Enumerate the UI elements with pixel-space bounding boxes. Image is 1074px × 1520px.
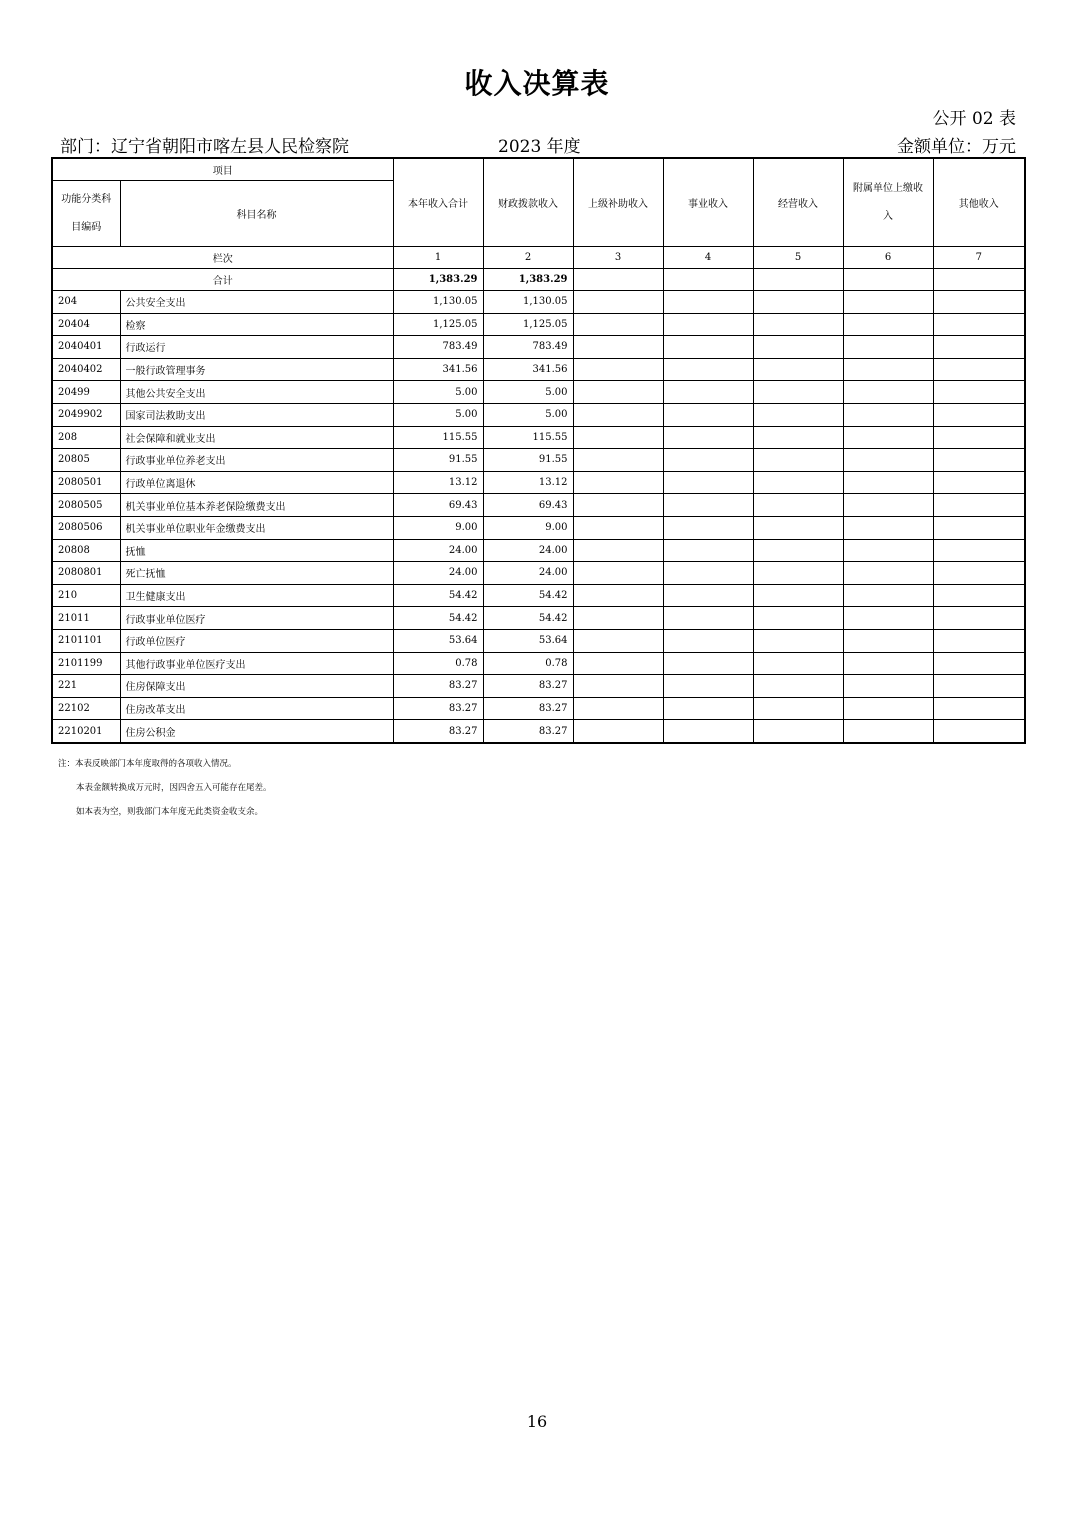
table-row — [52, 403, 1025, 426]
total-value: 1,383.29 — [483, 269, 573, 291]
row-value-empty — [753, 652, 843, 675]
row-value-empty — [663, 291, 753, 314]
total-label: 合计 — [52, 269, 393, 291]
header-col-5: 经营收入 — [753, 158, 843, 247]
notes — [58, 752, 272, 824]
row-value-fiscal: 53.64 — [483, 629, 573, 652]
row-value-total: 1,130.05 — [393, 291, 483, 314]
row-code: 21011 — [52, 607, 120, 630]
row-name: 社会保障和就业支出 — [120, 426, 393, 449]
row-value-empty — [843, 607, 933, 630]
row-value-fiscal: 341.56 — [483, 358, 573, 381]
row-value-empty — [573, 358, 663, 381]
row-value-empty — [573, 426, 663, 449]
row-value-empty — [753, 403, 843, 426]
table-row — [52, 426, 1025, 449]
row-value-fiscal: 0.78 — [483, 652, 573, 675]
row-name: 行政单位离退休 — [120, 471, 393, 494]
row-code: 2049902 — [52, 403, 120, 426]
row-value-total: 69.43 — [393, 494, 483, 517]
table-row — [52, 675, 1025, 698]
row-value-total: 83.27 — [393, 697, 483, 720]
row-name: 国家司法救助支出 — [120, 403, 393, 426]
row-value-empty — [933, 403, 1025, 426]
row-value-empty — [843, 652, 933, 675]
row-value-empty — [663, 697, 753, 720]
column-number: 5 — [753, 247, 843, 269]
department-label: 部门：辽宁省朝阳市喀左县人民检察院 — [60, 137, 349, 157]
row-value-empty — [573, 607, 663, 630]
row-value-empty — [843, 358, 933, 381]
header-name: 科目名称 — [120, 181, 393, 247]
table-row — [52, 516, 1025, 539]
row-code: 22102 — [52, 697, 120, 720]
row-name: 死亡抚恤 — [120, 562, 393, 585]
row-value-empty — [753, 697, 843, 720]
page-title: 收入决算表 — [464, 67, 610, 100]
row-name: 机关事业单位职业年金缴费支出 — [120, 516, 393, 539]
column-number: 1 — [393, 247, 483, 269]
row-value-empty — [933, 471, 1025, 494]
row-value-total: 53.64 — [393, 629, 483, 652]
row-value-empty — [843, 494, 933, 517]
row-value-empty — [573, 562, 663, 585]
form-number: 公开 02 表 — [932, 109, 1016, 129]
header-col-2: 财政拨款收入 — [483, 158, 573, 247]
row-value-fiscal: 5.00 — [483, 403, 573, 426]
table-row — [52, 494, 1025, 517]
row-value-empty — [753, 494, 843, 517]
row-value-empty — [933, 697, 1025, 720]
row-value-empty — [933, 449, 1025, 472]
row-name: 行政单位医疗 — [120, 629, 393, 652]
row-name: 住房公积金 — [120, 720, 393, 743]
row-value-empty — [843, 629, 933, 652]
table-row — [52, 584, 1025, 607]
table-row — [52, 381, 1025, 404]
row-value-empty — [933, 291, 1025, 314]
row-value-empty — [573, 629, 663, 652]
row-value-empty — [573, 291, 663, 314]
row-code: 2040402 — [52, 358, 120, 381]
row-value-empty — [933, 584, 1025, 607]
row-value-fiscal: 1,125.05 — [483, 313, 573, 336]
row-value-empty — [933, 494, 1025, 517]
row-value-empty — [573, 675, 663, 698]
row-value-empty — [573, 539, 663, 562]
row-value-fiscal: 83.27 — [483, 675, 573, 698]
row-name: 抚恤 — [120, 539, 393, 562]
row-value-fiscal: 9.00 — [483, 516, 573, 539]
row-name: 行政事业单位医疗 — [120, 607, 393, 630]
row-value-empty — [663, 539, 753, 562]
column-number: 4 — [663, 247, 753, 269]
row-value-empty — [753, 516, 843, 539]
row-value-fiscal: 115.55 — [483, 426, 573, 449]
row-value-empty — [663, 358, 753, 381]
row-value-empty — [933, 336, 1025, 359]
row-value-empty — [663, 516, 753, 539]
row-name: 住房保障支出 — [120, 675, 393, 698]
row-value-empty — [753, 584, 843, 607]
row-value-total: 0.78 — [393, 652, 483, 675]
row-value-fiscal: 783.49 — [483, 336, 573, 359]
row-value-empty — [843, 720, 933, 743]
row-code: 204 — [52, 291, 120, 314]
row-value-empty — [663, 403, 753, 426]
row-code: 221 — [52, 675, 120, 698]
row-value-empty — [663, 675, 753, 698]
row-value-empty — [663, 562, 753, 585]
row-value-empty — [753, 291, 843, 314]
row-value-empty — [933, 629, 1025, 652]
row-value-empty — [573, 336, 663, 359]
row-value-empty — [843, 449, 933, 472]
row-value-empty — [843, 313, 933, 336]
row-value-empty — [843, 471, 933, 494]
row-value-empty — [663, 449, 753, 472]
row-value-empty — [663, 426, 753, 449]
table-row — [52, 539, 1025, 562]
row-value-fiscal: 13.12 — [483, 471, 573, 494]
row-value-empty — [663, 336, 753, 359]
row-value-fiscal: 83.27 — [483, 720, 573, 743]
row-value-empty — [933, 516, 1025, 539]
row-value-total: 54.42 — [393, 607, 483, 630]
row-value-empty — [663, 584, 753, 607]
row-value-empty — [933, 313, 1025, 336]
row-value-empty — [843, 291, 933, 314]
row-value-empty — [663, 607, 753, 630]
amount-unit: 金额单位：万元 — [897, 137, 1016, 157]
row-name: 一般行政管理事务 — [120, 358, 393, 381]
row-code: 20404 — [52, 313, 120, 336]
row-value-fiscal: 69.43 — [483, 494, 573, 517]
table-row — [52, 629, 1025, 652]
table-row — [52, 358, 1025, 381]
row-value-total: 83.27 — [393, 720, 483, 743]
row-value-empty — [933, 652, 1025, 675]
row-value-total: 115.55 — [393, 426, 483, 449]
table-row — [52, 697, 1025, 720]
row-value-empty — [753, 539, 843, 562]
row-value-empty — [663, 381, 753, 404]
column-number: 6 — [843, 247, 933, 269]
row-value-empty — [753, 336, 843, 359]
row-code: 2210201 — [52, 720, 120, 743]
row-value-empty — [573, 494, 663, 517]
row-value-total: 5.00 — [393, 403, 483, 426]
row-value-empty — [933, 381, 1025, 404]
row-value-empty — [933, 426, 1025, 449]
row-name: 公共安全支出 — [120, 291, 393, 314]
row-code: 2080501 — [52, 471, 120, 494]
column-number: 2 — [483, 247, 573, 269]
row-value-total: 5.00 — [393, 381, 483, 404]
row-value-empty — [843, 426, 933, 449]
row-code: 2101199 — [52, 652, 120, 675]
table-row — [52, 449, 1025, 472]
row-value-total: 9.00 — [393, 516, 483, 539]
row-value-empty — [933, 539, 1025, 562]
row-value-total: 1,125.05 — [393, 313, 483, 336]
total-value — [573, 269, 663, 291]
header-project: 项目 — [52, 158, 393, 181]
row-code: 208 — [52, 426, 120, 449]
total-value — [843, 269, 933, 291]
row-name: 其他公共安全支出 — [120, 381, 393, 404]
note-line: 注：本表反映部门本年度取得的各项收入情况。 — [58, 759, 237, 769]
row-value-total: 783.49 — [393, 336, 483, 359]
row-value-total: 54.42 — [393, 584, 483, 607]
header-code: 功能分类科目编码 — [52, 181, 120, 247]
income-table — [51, 157, 1026, 744]
row-value-empty — [573, 584, 663, 607]
row-name: 检察 — [120, 313, 393, 336]
row-value-empty — [843, 562, 933, 585]
row-value-empty — [843, 584, 933, 607]
row-value-empty — [843, 381, 933, 404]
row-value-fiscal: 54.42 — [483, 607, 573, 630]
row-value-empty — [573, 449, 663, 472]
row-value-empty — [573, 403, 663, 426]
row-value-empty — [663, 471, 753, 494]
fiscal-year: 2023 年度 — [498, 137, 581, 157]
row-value-fiscal: 24.00 — [483, 562, 573, 585]
table-row — [52, 336, 1025, 359]
row-value-fiscal: 91.55 — [483, 449, 573, 472]
row-name: 卫生健康支出 — [120, 584, 393, 607]
row-value-empty — [753, 607, 843, 630]
row-value-empty — [753, 449, 843, 472]
header-col-7: 其他收入 — [933, 158, 1025, 247]
row-code: 20808 — [52, 539, 120, 562]
row-value-empty — [573, 381, 663, 404]
row-value-empty — [843, 697, 933, 720]
header-col-3: 上级补助收入 — [573, 158, 663, 247]
header-col-4: 事业收入 — [663, 158, 753, 247]
row-value-empty — [573, 471, 663, 494]
row-value-empty — [753, 381, 843, 404]
table-row — [52, 652, 1025, 675]
row-value-empty — [573, 720, 663, 743]
row-value-empty — [753, 358, 843, 381]
row-value-empty — [933, 358, 1025, 381]
row-value-empty — [753, 471, 843, 494]
row-value-empty — [843, 539, 933, 562]
table-row — [52, 607, 1025, 630]
column-number: 7 — [933, 247, 1025, 269]
row-name: 行政事业单位养老支出 — [120, 449, 393, 472]
header-col-1: 本年收入合计 — [393, 158, 483, 247]
row-value-empty — [663, 494, 753, 517]
row-value-total: 24.00 — [393, 539, 483, 562]
row-value-total: 83.27 — [393, 675, 483, 698]
row-code: 20499 — [52, 381, 120, 404]
column-numbers-label: 栏次 — [52, 247, 393, 269]
row-name: 其他行政事业单位医疗支出 — [120, 652, 393, 675]
total-value: 1,383.29 — [393, 269, 483, 291]
row-value-total: 24.00 — [393, 562, 483, 585]
row-value-empty — [843, 675, 933, 698]
row-value-empty — [843, 516, 933, 539]
table-row — [52, 562, 1025, 585]
row-value-empty — [843, 336, 933, 359]
row-value-empty — [663, 629, 753, 652]
note-line: 本表金额转换成万元时，因四舍五入可能存在尾差。 — [76, 783, 272, 793]
row-value-empty — [933, 607, 1025, 630]
row-code: 20805 — [52, 449, 120, 472]
row-value-empty — [843, 403, 933, 426]
table-row — [52, 291, 1025, 314]
row-value-empty — [753, 426, 843, 449]
row-code: 2080505 — [52, 494, 120, 517]
column-number: 3 — [573, 247, 663, 269]
total-value — [663, 269, 753, 291]
row-name: 机关事业单位基本养老保险缴费支出 — [120, 494, 393, 517]
row-value-fiscal: 54.42 — [483, 584, 573, 607]
row-value-empty — [933, 562, 1025, 585]
table-row — [52, 471, 1025, 494]
row-value-fiscal: 24.00 — [483, 539, 573, 562]
row-value-empty — [573, 313, 663, 336]
row-value-empty — [753, 675, 843, 698]
row-value-empty — [573, 697, 663, 720]
row-value-total: 13.12 — [393, 471, 483, 494]
table-row — [52, 720, 1025, 743]
row-value-empty — [573, 652, 663, 675]
row-value-fiscal: 83.27 — [483, 697, 573, 720]
row-value-empty — [933, 675, 1025, 698]
row-value-fiscal: 1,130.05 — [483, 291, 573, 314]
total-value — [933, 269, 1025, 291]
row-name: 行政运行 — [120, 336, 393, 359]
row-value-total: 91.55 — [393, 449, 483, 472]
row-code: 2040401 — [52, 336, 120, 359]
row-value-empty — [753, 629, 843, 652]
row-value-empty — [663, 313, 753, 336]
row-code: 2101101 — [52, 629, 120, 652]
row-value-empty — [573, 516, 663, 539]
row-code: 210 — [52, 584, 120, 607]
row-value-empty — [663, 720, 753, 743]
page-number: 16 — [526, 1412, 548, 1431]
row-code: 2080506 — [52, 516, 120, 539]
row-name: 住房改革支出 — [120, 697, 393, 720]
row-value-total: 341.56 — [393, 358, 483, 381]
table-row — [52, 313, 1025, 336]
note-line: 如本表为空，则我部门本年度无此类资金收支余。 — [76, 807, 264, 817]
row-value-empty — [753, 720, 843, 743]
row-value-fiscal: 5.00 — [483, 381, 573, 404]
header-col-6: 附属单位上缴收入 — [843, 158, 933, 247]
row-value-empty — [753, 313, 843, 336]
row-code: 2080801 — [52, 562, 120, 585]
row-value-empty — [663, 652, 753, 675]
total-value — [753, 269, 843, 291]
row-value-empty — [753, 562, 843, 585]
row-value-empty — [933, 720, 1025, 743]
